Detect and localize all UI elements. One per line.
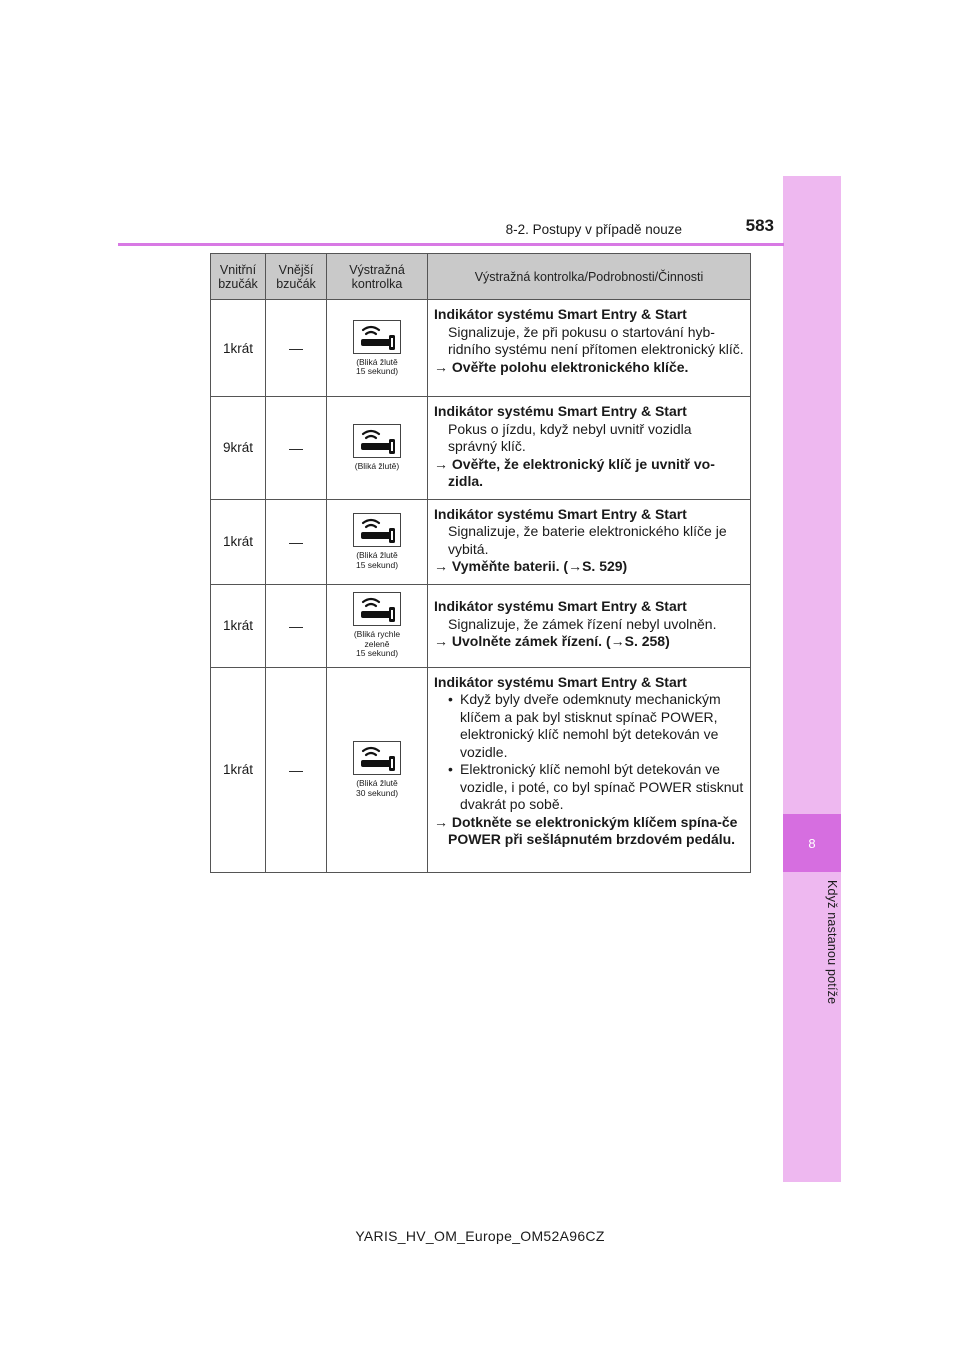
table-row xyxy=(211,667,751,872)
header-outer-buzzer: Vnější bzučák xyxy=(266,254,327,300)
details-cell xyxy=(428,584,751,667)
table-row xyxy=(211,397,751,500)
lamp-caption: (Bliká žlutě 15 sekund) xyxy=(355,550,399,570)
indicator-title: Indikátor systému Smart Entry & Start xyxy=(434,673,687,690)
page-number: 583 xyxy=(745,216,774,235)
outer-buzzer-cell: — xyxy=(266,499,327,584)
indicator-action: → Vyměňte baterii. (→S. 529) xyxy=(434,558,628,574)
header-inner-buzzer: Vnitřní bzučák xyxy=(211,254,266,300)
indicator-title: Indikátor systému Smart Entry & Start xyxy=(434,403,687,419)
bullet-item xyxy=(434,761,744,814)
smart-key-warning-icon xyxy=(353,513,401,547)
outer-buzzer-cell: — xyxy=(266,397,327,500)
warning-lamp-cell xyxy=(327,397,428,500)
lamp-caption: (Bliká žlutě 15 sekund) xyxy=(355,356,399,376)
inner-buzzer-cell: 1krát xyxy=(211,499,266,584)
warning-lamp-cell xyxy=(327,300,428,397)
chapter-title: Když nastanou potíže xyxy=(825,880,839,1005)
header-rule xyxy=(118,243,784,246)
table-header-row xyxy=(211,254,751,300)
warning-lamp-cell xyxy=(327,667,428,872)
indicator-description: Pokus o jízdu, když nebyl uvnitř vozidla správný klíč. xyxy=(448,420,692,454)
section-title: 8-2. Postupy v případě nouze xyxy=(505,222,682,237)
outer-buzzer-cell: — xyxy=(266,300,327,397)
smart-key-warning-icon xyxy=(353,320,401,354)
inner-buzzer-cell: 1krát xyxy=(211,667,266,872)
document-code: YARIS_HV_OM_Europe_OM52A96CZ xyxy=(355,1228,605,1244)
smart-key-warning-icon xyxy=(353,424,401,458)
details-cell xyxy=(428,397,751,500)
details-cell xyxy=(428,300,751,397)
indicator-action: → Ověřte polohu elektronického klíče. xyxy=(434,358,689,375)
bullet-dot: • xyxy=(448,761,453,777)
smart-key-warning-icon xyxy=(353,741,401,775)
table-row xyxy=(211,300,751,397)
lamp-caption: (Bliká žlutě 30 sekund) xyxy=(355,778,399,798)
inner-buzzer-cell: 1krát xyxy=(211,584,266,667)
lamp-caption: (Bliká rychle zeleně 15 sekund) xyxy=(353,629,401,659)
indicator-title: Indikátor systému Smart Entry & Start xyxy=(434,598,687,615)
warning-lamp-cell xyxy=(327,499,428,584)
details-cell xyxy=(428,499,751,584)
warning-lamp-cell xyxy=(327,584,428,667)
table-row xyxy=(211,499,751,584)
outer-buzzer-cell: — xyxy=(266,584,327,667)
inner-buzzer-cell: 9krát xyxy=(211,397,266,500)
bullet-text: Když byly dveře odemknuty mechanickým klíčem a pak byl stisknut spínač POWER, elektronický klíč nemohl být detekován ve vozidle. xyxy=(460,691,721,760)
lamp-caption: (Bliká žlutě) xyxy=(354,461,400,471)
header-warning-light: Výstražná kontrolka xyxy=(327,254,428,300)
indicator-description: Signalizuje, že při pokusu o startování hyb-ridního systému není přítomen elektronický klíč. xyxy=(448,323,744,357)
bullet-item xyxy=(434,691,744,761)
indicator-description: Signalizuje, že baterie elektronického klíče je vybitá. xyxy=(448,523,727,557)
indicator-action: → Dotkněte se elektronickým klíčem spína-če POWER při sešlápnutém brzdovém pedálu. xyxy=(434,813,738,847)
indicator-action: → Ověřte, že elektronický klíč je uvnitř vo-zidla. xyxy=(434,455,715,489)
indicator-action: → Uvolněte zámek řízení. (→S. 258) xyxy=(434,633,670,650)
bullet-text: Elektronický klíč nemohl být detekován ve vozidle, i poté, co byl spínač POWER stisknut dvakrát po sobě. xyxy=(460,761,744,812)
indicator-title: Indikátor systému Smart Entry & Start xyxy=(434,306,687,322)
indicator-description: Signalizuje, že zámek řízení nebyl uvolněn. xyxy=(448,615,717,632)
outer-buzzer-cell: — xyxy=(266,667,327,872)
smart-key-warning-icon xyxy=(353,592,401,626)
details-cell xyxy=(428,667,751,872)
chapter-number-badge: 8 xyxy=(783,814,841,872)
indicator-title: Indikátor systému Smart Entry & Start xyxy=(434,505,687,522)
bullet-dot: • xyxy=(448,691,453,707)
header-details: Výstražná kontrolka/Podrobnosti/Činnosti xyxy=(428,254,751,300)
warning-table xyxy=(210,253,751,873)
inner-buzzer-cell: 1krát xyxy=(211,300,266,397)
table-row xyxy=(211,584,751,667)
